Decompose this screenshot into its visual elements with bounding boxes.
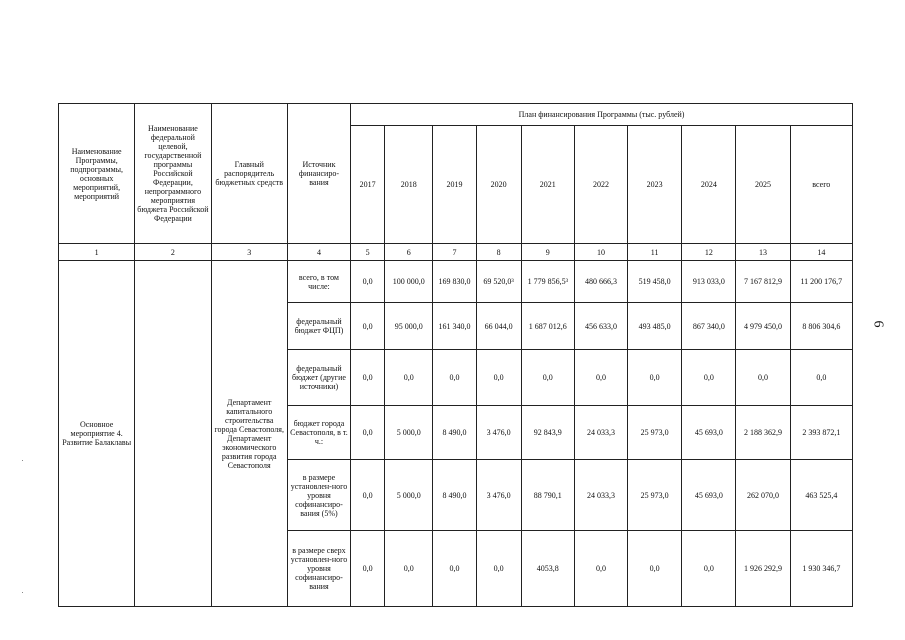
year-header: 2024	[682, 126, 736, 244]
value-cell: 1 926 292,9	[736, 531, 790, 607]
header-federal-program: Наименование федеральной целевой, государственной программы Российской Федерации, непрограммного мероприятия бюджета Российской Федерации	[135, 104, 211, 244]
value-cell: 7 167 812,9	[736, 261, 790, 303]
column-number: 14	[790, 244, 852, 261]
value-cell: 0,0	[351, 303, 385, 350]
value-cell: 519 458,0	[628, 261, 682, 303]
value-cell: 0,0	[521, 350, 574, 406]
funding-source: в размере сверх установлен-ного уровня софинансиро-вания	[287, 531, 350, 607]
value-cell: 69 520,0³	[476, 261, 521, 303]
year-header: 2017	[351, 126, 385, 244]
total-cell: 8 806 304,6	[790, 303, 852, 350]
total-cell: 0,0	[790, 350, 852, 406]
value-cell: 493 485,0	[628, 303, 682, 350]
value-cell: 5 000,0	[385, 406, 433, 460]
year-header: 2019	[433, 126, 476, 244]
value-cell: 0,0	[682, 350, 736, 406]
value-cell: 45 693,0	[682, 406, 736, 460]
scan-speck	[22, 592, 23, 593]
value-cell: 0,0	[351, 350, 385, 406]
value-cell: 0,0	[351, 531, 385, 607]
funding-source: федеральный бюджет (другие источники)	[287, 350, 350, 406]
column-number: 12	[682, 244, 736, 261]
value-cell: 0,0	[476, 531, 521, 607]
value-cell: 0,0	[736, 350, 790, 406]
value-cell: 0,0	[385, 531, 433, 607]
column-number: 2	[135, 244, 211, 261]
page-number: 6	[870, 320, 886, 328]
total-cell: 11 200 176,7	[790, 261, 852, 303]
value-cell: 1 779 856,5³	[521, 261, 574, 303]
value-cell: 0,0	[476, 350, 521, 406]
header-budget-administrator: Главный распорядитель бюджетных средств	[211, 104, 287, 244]
header-plan-title: План финансирования Программы (тыс. рублей)	[351, 104, 853, 126]
total-header: всего	[790, 126, 852, 244]
year-header: 2018	[385, 126, 433, 244]
column-number: 9	[521, 244, 574, 261]
total-cell: 463 525,4	[790, 460, 852, 531]
funding-source: федеральный бюджет ФЦП)	[287, 303, 350, 350]
value-cell: 4 979 450,0	[736, 303, 790, 350]
column-number: 3	[211, 244, 287, 261]
header-funding-source: Источник финансиро-вания	[287, 104, 350, 244]
total-cell: 1 930 346,7	[790, 531, 852, 607]
value-cell: 2 188 362,9	[736, 406, 790, 460]
column-number: 4	[287, 244, 350, 261]
value-cell: 5 000,0	[385, 460, 433, 531]
value-cell: 0,0	[628, 350, 682, 406]
value-cell: 66 044,0	[476, 303, 521, 350]
column-number-row	[59, 244, 853, 261]
column-number: 7	[433, 244, 476, 261]
total-cell: 2 393 872,1	[790, 406, 852, 460]
value-cell: 24 033,3	[574, 460, 627, 531]
value-cell: 0,0	[385, 350, 433, 406]
value-cell: 0,0	[351, 261, 385, 303]
value-cell: 0,0	[574, 531, 627, 607]
header-program-name: Наименование Программы, подпрограммы, основных мероприятий, мероприятий	[59, 104, 135, 244]
activity-name: Основное мероприятие 4. Развитие Балаклавы	[59, 261, 135, 607]
column-number: 13	[736, 244, 790, 261]
column-number: 1	[59, 244, 135, 261]
value-cell: 0,0	[682, 531, 736, 607]
column-number: 11	[628, 244, 682, 261]
value-cell: 88 790,1	[521, 460, 574, 531]
value-cell: 3 476,0	[476, 406, 521, 460]
value-cell: 0,0	[433, 350, 476, 406]
value-cell: 92 843,9	[521, 406, 574, 460]
scan-speck	[22, 460, 23, 461]
value-cell: 0,0	[351, 460, 385, 531]
value-cell: 456 633,0	[574, 303, 627, 350]
value-cell: 1 687 012,6	[521, 303, 574, 350]
value-cell: 262 070,0	[736, 460, 790, 531]
value-cell: 3 476,0	[476, 460, 521, 531]
value-cell: 8 490,0	[433, 406, 476, 460]
value-cell: 25 973,0	[628, 406, 682, 460]
value-cell: 0,0	[628, 531, 682, 607]
value-cell: 867 340,0	[682, 303, 736, 350]
value-cell: 0,0	[574, 350, 627, 406]
value-cell: 161 340,0	[433, 303, 476, 350]
value-cell: 480 666,3	[574, 261, 627, 303]
funding-source: в размере установлен-ного уровня софинансиро-вания (5%)	[287, 460, 350, 531]
value-cell: 100 000,0	[385, 261, 433, 303]
value-cell: 24 033,3	[574, 406, 627, 460]
column-number: 8	[476, 244, 521, 261]
value-cell: 0,0	[351, 406, 385, 460]
year-header: 2020	[476, 126, 521, 244]
year-header: 2023	[628, 126, 682, 244]
value-cell: 0,0	[433, 531, 476, 607]
value-cell: 25 973,0	[628, 460, 682, 531]
value-cell: 169 830,0	[433, 261, 476, 303]
column-number: 6	[385, 244, 433, 261]
value-cell: 4053,8	[521, 531, 574, 607]
year-header: 2022	[574, 126, 627, 244]
program-cell	[135, 261, 211, 607]
value-cell: 913 033,0	[682, 261, 736, 303]
value-cell: 8 490,0	[433, 460, 476, 531]
value-cell: 95 000,0	[385, 303, 433, 350]
column-number: 5	[351, 244, 385, 261]
funding-source: бюджет города Севастополя, в т. ч.:	[287, 406, 350, 460]
year-header: 2021	[521, 126, 574, 244]
financing-plan-table	[58, 103, 853, 607]
value-cell: 45 693,0	[682, 460, 736, 531]
budget-administrator: Департамент капитального строительства города Севастополя, Департамент экономического развития города Севастополя	[211, 261, 287, 607]
table-row	[59, 261, 853, 303]
year-header: 2025	[736, 126, 790, 244]
funding-source: всего, в том числе:	[287, 261, 350, 303]
column-number: 10	[574, 244, 627, 261]
